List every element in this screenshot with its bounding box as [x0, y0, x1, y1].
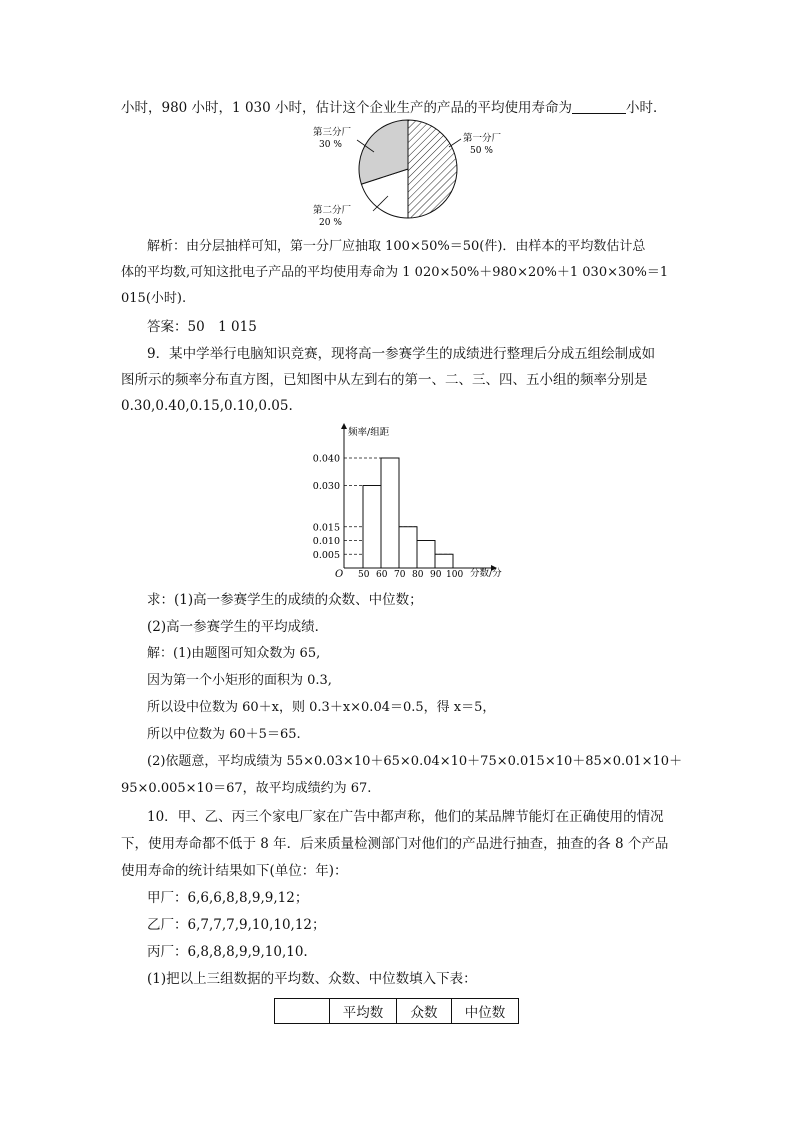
answer-blank	[572, 99, 626, 114]
y-tick-label: 0.010	[312, 536, 340, 547]
x-tick-label: 60	[376, 570, 388, 580]
pie-pct-factory-2: 20 %	[319, 218, 342, 228]
origin-label: O	[335, 569, 344, 580]
q9-ask-2: (2)高一参赛学生的平均成绩．	[147, 619, 329, 635]
y-tick-label: 0.040	[312, 453, 340, 465]
q10-line-3: 使用寿命的统计结果如下(单位：年)：	[121, 863, 348, 879]
table-header-row	[275, 999, 519, 1024]
stats-table	[274, 998, 519, 1024]
q9-solution-line-2: 因为第一个小矩形的面积为 0.3,	[147, 673, 332, 688]
q10-factory-b-data: 乙厂：6,7,7,7,9,10,10,12；	[147, 917, 326, 933]
table-header-empty	[275, 999, 330, 1024]
x-tick-label: 80	[412, 570, 424, 580]
pie-label-factory-2: 第二分厂	[313, 205, 352, 216]
table-header-mean: 平均数	[330, 999, 397, 1024]
pie-chart	[300, 116, 530, 228]
q10-factory-a-data: 甲厂：6,6,6,8,8,9,9,12；	[147, 890, 309, 906]
q8-answer: 答案：50 1 015	[147, 319, 257, 335]
q9-solution-line-5: (2)依题意，平均成绩为 55×0.03×10＋65×0.04×10＋75×0.015×10＋85×0.01×10＋	[147, 754, 683, 769]
histogram-bar	[381, 458, 399, 568]
histogram-bar	[417, 541, 435, 569]
q9-ask-1: 求：(1)高一参赛学生的成绩的众数、中位数；	[147, 592, 423, 608]
pie-label-factory-1: 第一分厂	[463, 133, 502, 144]
x-tick-label: 50	[358, 570, 370, 580]
q8-question-text: 小时，980 小时，1 030 小时，估计这个企业生产的产品的平均使用寿命为	[121, 100, 572, 116]
histogram-bar	[435, 554, 453, 568]
pie-pct-factory-3: 30 %	[319, 140, 342, 150]
q8-solution-line-3: 015(小时).	[121, 291, 187, 306]
y-axis-title: 频率/组距	[348, 427, 390, 438]
histogram-bar	[399, 527, 417, 568]
x-axis-title: 分数/分	[470, 568, 502, 579]
histogram-bar	[363, 486, 381, 569]
q10-line-2: 下，使用寿命都不低于 8 年．后来质量检测部门对他们的产品进行抽查，抽查的各 8 个产品	[121, 836, 669, 852]
pie-label-factory-3: 第三分厂	[313, 127, 352, 138]
q10-instruction: (1)把以上三组数据的平均数、众数、中位数填入下表：	[147, 971, 477, 987]
pie-slice-factory-1	[408, 120, 457, 218]
y-tick-label: 0.015	[312, 522, 340, 534]
q10-line-1: 10．甲、乙、丙三个家电厂家在广告中都声称，他们的某品牌节能灯在正确使用的情况	[147, 809, 664, 825]
y-tick-label: 0.005	[312, 549, 340, 561]
q8-solution-line-1: 解析：由分层抽样可知，第一分厂应抽取 100×50%＝50(件)．由样本的平均数估计总	[147, 239, 646, 254]
table-header-mode: 众数	[397, 999, 452, 1024]
x-tick-label: 100	[446, 570, 464, 580]
q10-factory-c-data: 丙厂：6,8,8,8,9,9,10,10.	[147, 944, 308, 960]
q9-line-2: 图所示的频率分布直方图，已知图中从左到右的第一、二、三、四、五小组的频率分别是	[121, 372, 648, 388]
q9-line-1: 9．某中学举行电脑知识竞赛，现将高一参赛学生的成绩进行整理后分成五组绘制成如	[147, 346, 656, 362]
q9-solution-line-6: 95×0.005×10＝67，故平均成绩约为 67.	[121, 781, 372, 796]
q9-solution-line-4: 所以中位数为 60＋5＝65.	[147, 727, 301, 742]
q9-solution-line-3: 所以设中位数为 60＋x，则 0.3＋x×0.04＝0.5，得 x＝5，	[147, 700, 496, 715]
pie-leader-line-1	[449, 139, 461, 147]
q9-solution-line-1: 解：(1)由题图可知众数为 65,	[147, 646, 321, 661]
table-header-median: 中位数	[452, 999, 519, 1024]
q9-line-3: 0.30,0.40,0.15,0.10,0.05.	[121, 398, 293, 414]
q8-solution-line-2: 体的平均数,可知这批电子产品的平均使用寿命为 1 020×50%＋980×20%＋1 030×30%＝1	[121, 265, 669, 280]
x-tick-label: 70	[394, 570, 406, 580]
q8-question-line	[121, 98, 667, 118]
y-tick-label: 0.030	[312, 481, 340, 492]
q8-question-end: 小时．	[626, 100, 667, 116]
x-tick-label: 90	[430, 570, 442, 580]
frequency-histogram	[300, 418, 530, 584]
pie-pct-factory-1: 50 %	[470, 146, 493, 156]
